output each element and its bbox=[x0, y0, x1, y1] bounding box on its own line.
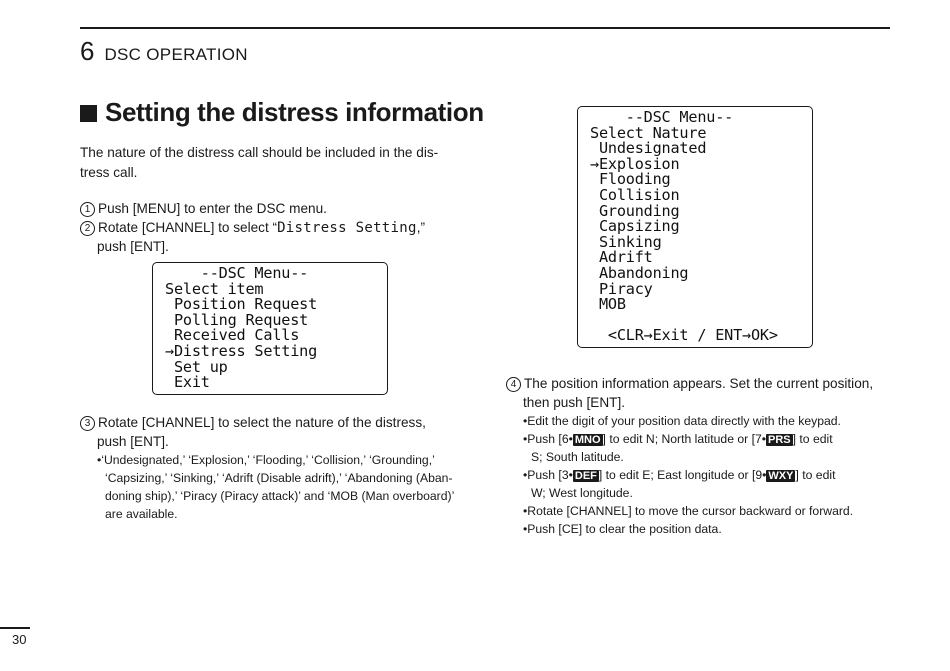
chapter-number: 6 bbox=[80, 36, 95, 66]
lcd-line-selected: →Explosion bbox=[590, 154, 680, 173]
note-line: •Edit the digit of your position data directly with the keypad. bbox=[523, 414, 841, 428]
note-text: •Push [6• bbox=[523, 432, 573, 446]
lcd-line-selected: →Distress Setting bbox=[165, 341, 318, 360]
note-line: •Rotate [CHANNEL] to move the cursor backward or forward. bbox=[523, 504, 854, 518]
lcd-line: Capsizing bbox=[590, 217, 680, 236]
intro-paragraph bbox=[80, 143, 470, 183]
lcd-line: Set up bbox=[165, 357, 228, 376]
note-line bbox=[523, 430, 853, 448]
step-text: Rotate [CHANNEL] to select “ bbox=[98, 220, 278, 235]
step-number-circle: 2 bbox=[80, 221, 95, 236]
step-text: Push [MENU] to enter the DSC menu. bbox=[98, 201, 327, 216]
lcd-line: Flooding bbox=[590, 170, 671, 189]
lcd-line: Select item bbox=[165, 279, 264, 298]
step-number-circle: 4 bbox=[506, 377, 521, 392]
lcd-line: --DSC Menu-- bbox=[165, 264, 309, 282]
step-3-continued bbox=[97, 432, 169, 451]
step-text: push [ENT]. bbox=[97, 239, 169, 254]
note-line: W; West longitude. bbox=[531, 486, 633, 500]
lcd-line: Position Request bbox=[165, 295, 318, 314]
step-4-continued bbox=[523, 393, 625, 412]
note-line: ‘Capsizing,’ ‘Sinking,’ ‘Adrift (Disable adrift),’ ‘Abandoning (Aban- bbox=[105, 471, 453, 485]
note-text: •Push [3• bbox=[523, 468, 573, 482]
key-wxy: WXY bbox=[768, 470, 794, 482]
step-2-continued bbox=[97, 237, 169, 256]
chapter-header bbox=[80, 36, 248, 67]
lcd-line: Piracy bbox=[590, 279, 653, 298]
lcd-line: --DSC Menu-- bbox=[590, 108, 734, 126]
note-text: ] to edit E; East longitude or [9• bbox=[598, 468, 767, 482]
note-line: are available. bbox=[105, 507, 178, 521]
step-4-notes bbox=[523, 412, 853, 538]
key-def: DEF bbox=[574, 470, 597, 482]
chapter-title: DSC OPERATION bbox=[104, 45, 248, 64]
note-line: •‘Undesignated,’ ‘Explosion,’ ‘Flooding,’ ‘Collision,’ ‘Grounding,’ bbox=[97, 453, 435, 467]
step-3 bbox=[80, 413, 426, 432]
intro-line: tress call. bbox=[80, 165, 138, 180]
step-text: push [ENT]. bbox=[97, 434, 169, 449]
step-text: The position information appears. Set the current position, bbox=[524, 376, 874, 391]
lcd-line: Collision bbox=[590, 185, 680, 204]
step-number-circle: 1 bbox=[80, 202, 95, 217]
step-number-circle: 3 bbox=[80, 416, 95, 431]
lcd-line: Exit bbox=[165, 373, 210, 392]
step-3-note bbox=[97, 451, 454, 523]
step-2 bbox=[80, 218, 425, 238]
lcd-line: Adrift bbox=[590, 248, 653, 267]
lcd-line: Received Calls bbox=[165, 326, 300, 345]
note-line: S; South latitude. bbox=[531, 450, 624, 464]
lcd-select-nature bbox=[577, 106, 813, 348]
lcd-line: Grounding bbox=[590, 201, 680, 220]
square-bullet-icon bbox=[80, 105, 97, 122]
header-rule bbox=[80, 27, 890, 29]
note-line bbox=[523, 466, 853, 484]
lcd-line: Undesignated bbox=[590, 139, 707, 158]
lcd-dsc-menu bbox=[152, 262, 388, 395]
note-line: doning ship),’ ‘Piracy (Piracy attack)’ and ‘MOB (Man overboard)’ bbox=[105, 489, 455, 503]
step-text: ,” bbox=[416, 220, 426, 235]
footer-rule bbox=[0, 627, 30, 629]
note-text: ] to edit bbox=[795, 468, 836, 482]
lcd-softkey-line: <CLR→Exit / ENT→OK> bbox=[590, 326, 778, 345]
lcd-line: Select Nature bbox=[590, 123, 707, 142]
section-title-text: Setting the distress information bbox=[105, 97, 484, 127]
lcd-line: Abandoning bbox=[590, 263, 689, 282]
lcd-line: Polling Request bbox=[165, 310, 309, 329]
lcd-line: MOB bbox=[590, 295, 626, 314]
key-mno: MNO bbox=[574, 434, 601, 446]
step-4 bbox=[506, 374, 873, 393]
step-text: then push [ENT]. bbox=[523, 395, 626, 410]
section-title bbox=[80, 97, 484, 128]
lcd-line: Sinking bbox=[590, 232, 662, 251]
intro-line: The nature of the distress call should be included in the dis- bbox=[80, 145, 439, 160]
note-text: ] to edit N; North latitude or [7• bbox=[602, 432, 767, 446]
page-number: 30 bbox=[12, 632, 27, 647]
step-text: Rotate [CHANNEL] to select the nature of the distress, bbox=[98, 415, 426, 430]
key-prs: PRS bbox=[768, 434, 791, 446]
step-1 bbox=[80, 199, 327, 218]
lcd-item-name: Distress Setting bbox=[277, 220, 417, 236]
note-text: ] to edit bbox=[792, 432, 833, 446]
note-line: •Push [CE] to clear the position data. bbox=[523, 522, 722, 536]
